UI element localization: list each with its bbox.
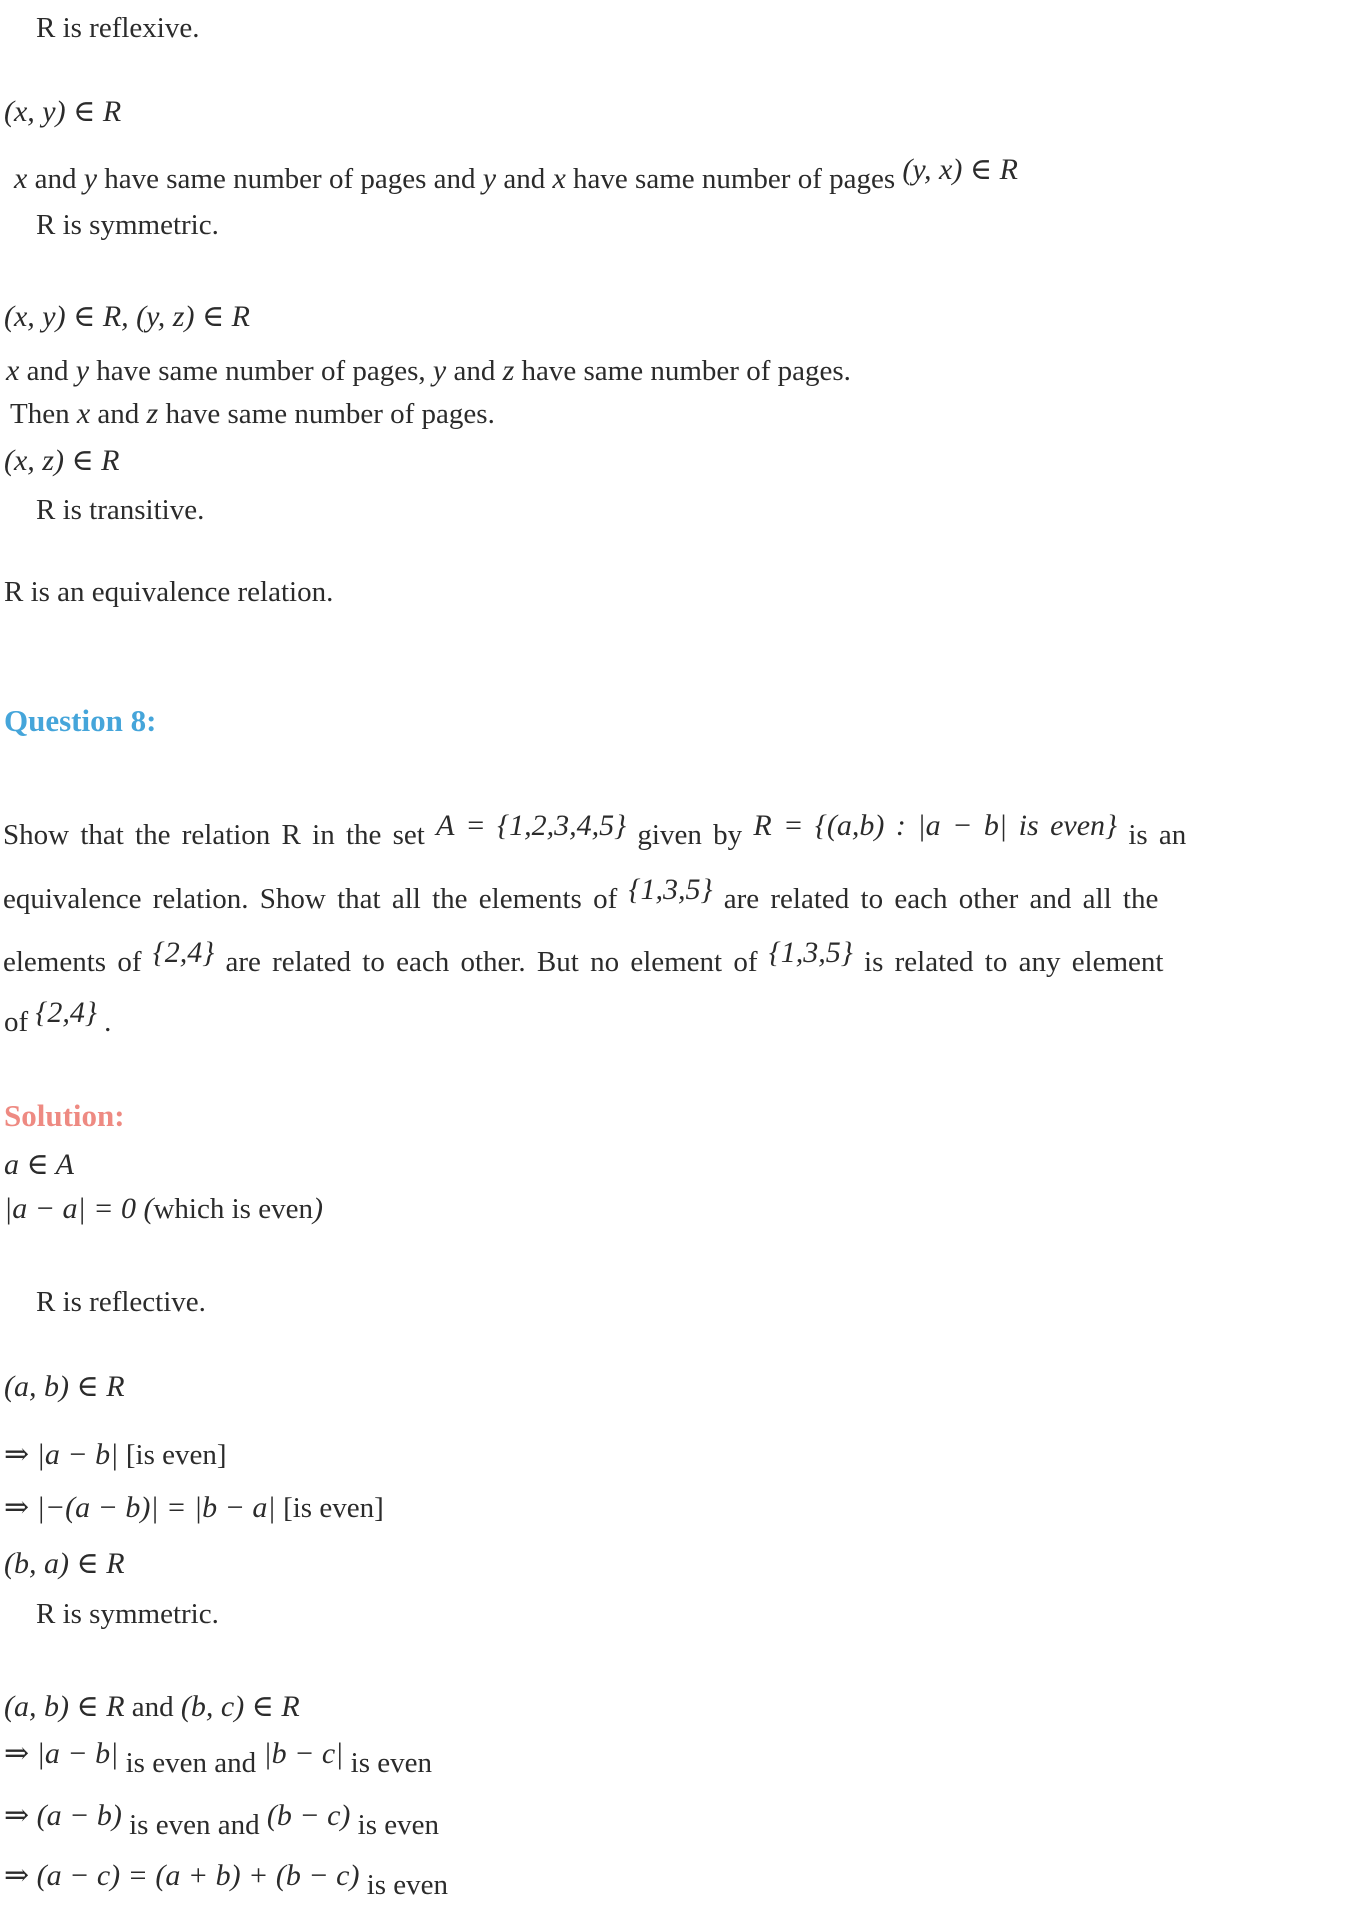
line-r-reflective xyxy=(36,1284,206,1320)
text-segment: and xyxy=(90,398,147,430)
text-segment: have same number of pages, xyxy=(89,355,433,387)
line-implies-even-2 xyxy=(4,1489,384,1527)
line-ab-in-r xyxy=(4,1368,125,1406)
text-segment: (b − c) xyxy=(266,1799,351,1832)
text-segment: are related to each other. But no element of xyxy=(214,946,769,978)
text-segment: and xyxy=(124,1691,181,1723)
question-text-line-4 xyxy=(4,996,112,1041)
line-implies-even-4 xyxy=(4,1799,439,1844)
question-text-line-1 xyxy=(3,809,1187,854)
text-segment: (y, x) ∈ R xyxy=(902,153,1018,186)
question-text-line-3 xyxy=(3,936,1164,981)
text-segment: a ∈ A xyxy=(4,1148,74,1181)
text-segment: ⇒ |a − b| xyxy=(4,1438,126,1471)
text-segment: and xyxy=(496,163,553,195)
text-segment: have same number of pages and xyxy=(97,163,483,195)
text-segment: R is symmetric. xyxy=(36,209,219,241)
text-segment: given by xyxy=(626,819,754,851)
text-segment: x xyxy=(76,397,91,430)
text-segment: x xyxy=(6,354,20,387)
text-segment: R is symmetric. xyxy=(36,1598,219,1630)
text-segment: have same number of pages. xyxy=(158,398,495,430)
text-segment: ⇒ |a − b| xyxy=(4,1737,119,1770)
text-segment: (b, a) ∈ R xyxy=(4,1547,125,1580)
line-r-symmetric-1 xyxy=(36,207,219,243)
line-implies-even-1 xyxy=(4,1436,227,1474)
text-segment: {2,4} xyxy=(35,996,97,1029)
text-segment: is even xyxy=(350,1809,439,1841)
text-segment: R is an equivalence relation. xyxy=(4,576,334,608)
text-segment: and xyxy=(19,355,76,387)
text-segment: is related to any element xyxy=(852,946,1164,978)
line-r-reflexive xyxy=(36,10,199,46)
text-segment: ⇒ (a − c) = (a + b) + (b − c) xyxy=(4,1859,360,1892)
line-xy-in-r xyxy=(4,93,121,131)
text-segment: |a − a| = 0 ( xyxy=(4,1192,154,1225)
text-segment: R is reflective. xyxy=(36,1286,206,1318)
text-segment: [is even] xyxy=(283,1492,384,1524)
text-segment: (a, b) ∈ R xyxy=(4,1370,125,1403)
line-ba-in-r xyxy=(4,1545,125,1583)
text-segment: R is transitive. xyxy=(36,494,205,526)
text-segment: y xyxy=(432,354,447,387)
line-then-pages xyxy=(10,395,495,433)
text-segment: Then xyxy=(10,398,77,430)
text-segment: is even xyxy=(343,1747,432,1779)
text-segment: {1,3,5} xyxy=(628,873,713,906)
text-segment: and xyxy=(446,355,503,387)
line-xz-in-r xyxy=(4,442,120,480)
text-segment: ) xyxy=(312,1192,323,1225)
text-segment: Show that the relation R in the set xyxy=(3,819,437,851)
line-pages-symmetry xyxy=(14,153,1018,198)
text-segment: are related to each other and all the xyxy=(712,883,1159,915)
text-segment: is even and xyxy=(121,1809,267,1841)
text-segment: elements of xyxy=(3,946,153,978)
text-segment: Question 8: xyxy=(4,703,157,738)
line-implies-even-3 xyxy=(4,1737,432,1782)
text-segment: (x, z) ∈ R xyxy=(4,444,120,477)
text-segment: (b, c) ∈ R xyxy=(180,1690,300,1723)
text-segment: [is even] xyxy=(125,1439,227,1471)
text-segment: |b − c| xyxy=(263,1737,344,1770)
line-ab-and-bc-in-r xyxy=(4,1688,300,1726)
text-segment: is even and xyxy=(118,1747,264,1779)
text-segment: which is even xyxy=(153,1193,313,1225)
text-segment: equivalence relation. Show that all the elements of xyxy=(3,883,629,915)
question-8-heading xyxy=(4,702,156,741)
text-segment: (x, y) ∈ R xyxy=(4,95,122,128)
text-segment: R is reflexive. xyxy=(36,12,200,44)
text-segment: have same number of pages. xyxy=(514,355,851,387)
line-pages-transitivity xyxy=(6,352,851,390)
text-segment: ⇒ |−(a − b)| = |b − a| xyxy=(4,1491,284,1524)
text-segment: y xyxy=(482,162,497,195)
text-segment: have same number of pages xyxy=(565,163,903,195)
line-xy-yz-in-r xyxy=(4,298,250,336)
text-segment: of xyxy=(4,1006,36,1038)
line-r-transitive xyxy=(36,492,204,528)
text-segment: (a, b) ∈ R xyxy=(4,1690,125,1723)
text-segment: ⇒ (a − b) xyxy=(4,1799,122,1832)
line-a-in-a xyxy=(4,1146,74,1184)
text-segment: . xyxy=(96,1006,112,1038)
text-segment: y xyxy=(75,354,90,387)
text-segment: x xyxy=(14,162,28,195)
question-text-line-2 xyxy=(3,873,1159,918)
text-segment: Solution: xyxy=(4,1098,125,1133)
line-a-minus-a-even xyxy=(4,1190,323,1228)
text-segment: is even xyxy=(359,1869,449,1901)
text-segment: A = {1,2,3,4,5} xyxy=(436,809,627,842)
line-equivalence-relation xyxy=(4,574,333,610)
line-implies-even-5 xyxy=(4,1859,449,1904)
solution-heading xyxy=(4,1097,125,1136)
text-segment: and xyxy=(27,163,84,195)
text-segment: x xyxy=(552,162,566,195)
text-segment: {2,4} xyxy=(152,936,215,969)
text-segment: z xyxy=(502,354,515,387)
text-segment: {1,3,5} xyxy=(768,936,853,969)
text-segment: z xyxy=(146,397,159,430)
text-segment: R = {(a,b) : |a − b| is even} xyxy=(753,809,1118,842)
text-segment: y xyxy=(83,162,98,195)
text-segment: (x, y) ∈ R, (y, z) ∈ R xyxy=(4,300,250,333)
line-r-symmetric-2 xyxy=(36,1596,219,1632)
text-segment: is an xyxy=(1117,819,1187,851)
